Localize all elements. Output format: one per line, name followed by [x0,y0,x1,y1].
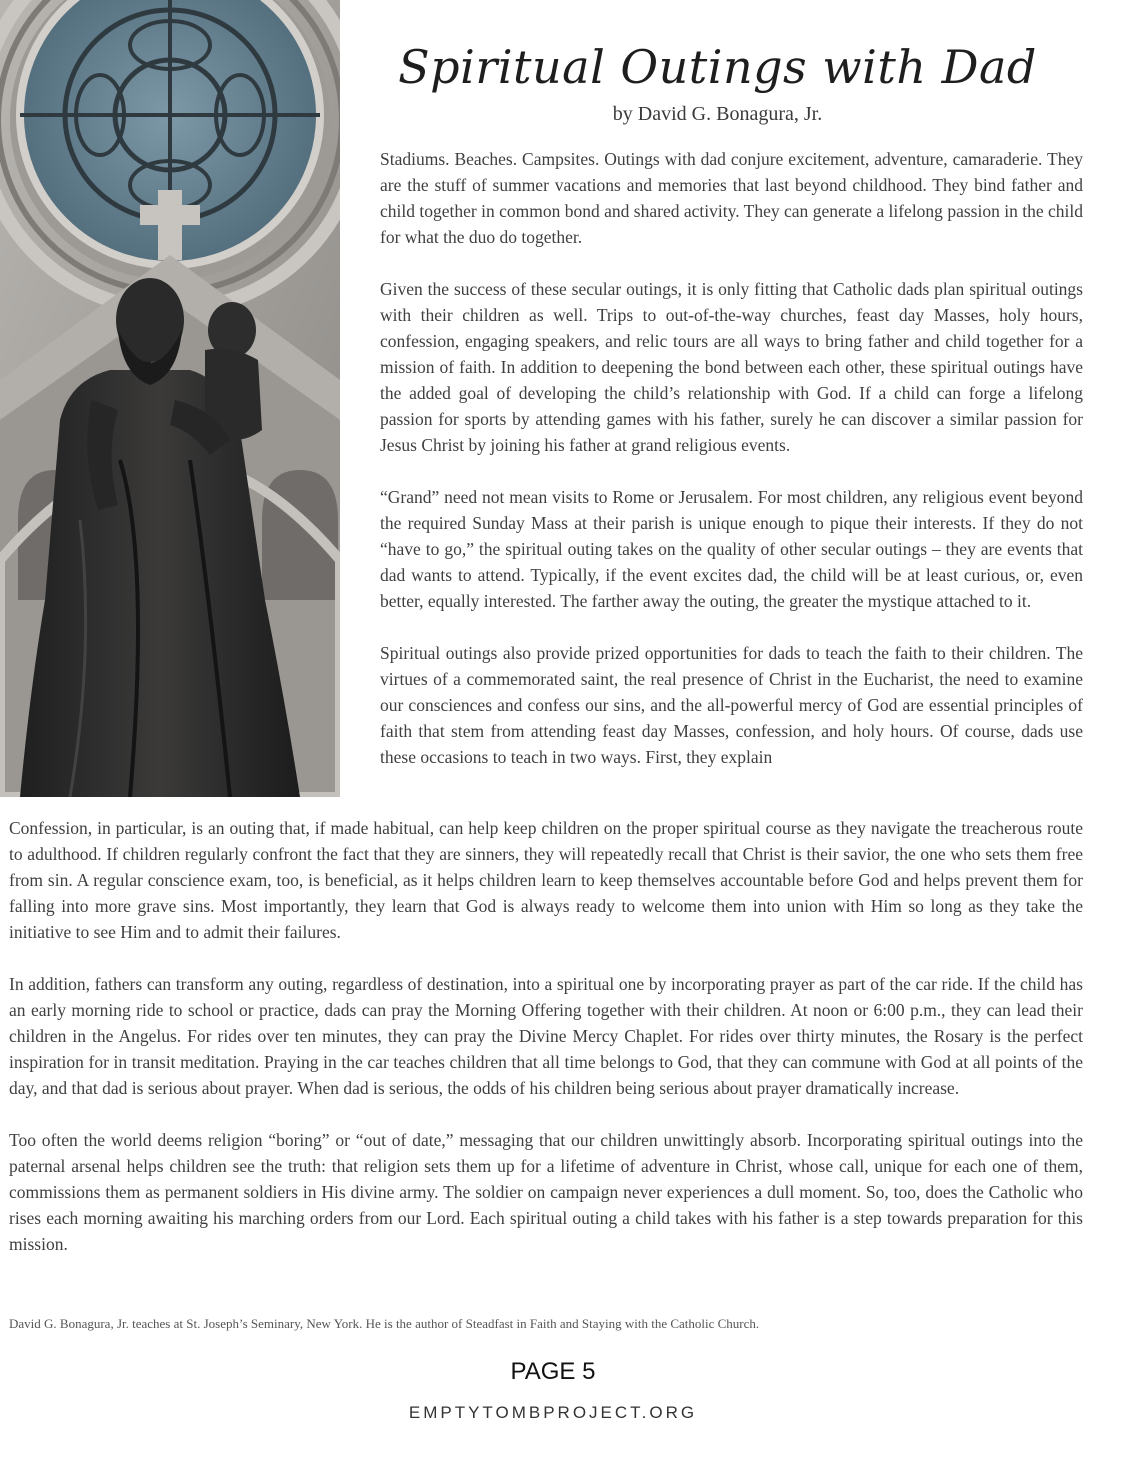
page-number: PAGE 5 [510,1358,596,1385]
statue-photo [0,0,340,797]
article-title: Spiritual Outings with Dad [398,40,1037,94]
article-paragraph: Given the success of these secular outings, it is only fitting that Catholic dads plan spiritual outings with their children as well. Trips to out-of-the-way churches, feast day Masses, holy hours, confession, engaging speakers, and relic tours are all ways to bring father and child together for a mission of faith. In addition to deepening the bond between each other, these spiritual outings have the added goal of developing the child’s relationship with God. If a child can forge a lifelong passion for sports by attending games with his father, surely he can discover a similar passion for Jesus Christ by joining his father at grand religious events. [380,279,1083,455]
article-byline: by David G. Bonagura, Jr. [612,103,823,125]
article-paragraph: In addition, fathers can transform any outing, regardless of destination, into a spiritual one by incorporating prayer as part of the car ride. If the child has an early morning ride to school or practice, dads can pray the Morning Offering together with their children. At noon or 6:00 p.m., they can lead their children in the Angelus. For rides over ten minutes, they can pray the Divine Mercy Chaplet. For rides over thirty minutes, the Rosary is the perfect inspiration for in transit meditation. Praying in the car teaches children that all time belongs to God, that they can commune with God at all points of the day, and that dad is serious about prayer. When dad is serious, the odds of his children being serious about prayer dramatically increase. [9,974,1083,1098]
article-paragraph: Confession, in particular, is an outing that, if made habitual, can help keep children on the proper spiritual course as they navigate the treacherous route to adulthood. If children regularly confront the fact that they are sinners, they will repeatedly recall that Christ is their savior, the one who sets them free from sin. A regular conscience exam, too, is beneficial, as it helps children learn to keep themselves accountable before God and helps prevent them for falling into more grave sins. Most importantly, they learn that God is always ready to welcome them into union with Him so long as they take the initiative to see Him and to admit their failures. [9,818,1083,942]
article-paragraph: Spiritual outings also provide prized opportunities for dads to teach the faith to their children. The virtues of a commemorated saint, the real presence of Christ in the Eucharist, the need to examine our consciences and confess our sins, and the all-powerful mercy of God are essential principles of faith that stem from attending feast day Masses, confession, and holy hours. Of course, dads use these occasions to teach in two ways. First, they explain [380,643,1083,767]
website-link[interactable]: EMPTYTOMBPROJECT.ORG [408,1403,698,1422]
article-column-full [9,815,1083,1283]
article-paragraph: “Grand” need not mean visits to Rome or Jerusalem. For most children, any religious event beyond the required Sunday Mass at their parish is unique enough to pique their interests. If they do not “have to go,” the spiritual outing takes on the quality of other secular outings – they are events that dad wants to attend. Typically, if the event excites dad, the child will be at least curious, or, even better, equally interested. The farther away the outing, the greater the mystique attached to it. [380,487,1083,611]
statue-illustration [0,0,340,797]
article-paragraph: Too often the world deems religion “boring” or “out of date,” messaging that our children unwittingly absorb. Incorporating spiritual outings into the paternal arsenal helps children see the truth: that religion sets them up for a lifetime of adventure in Christ, whose call, unique for each one of them, commissions them as permanent soldiers in His divine army. The soldier on campaign never experiences a dull moment. So, too, does the Catholic who rises each morning awaiting his marching orders from our Lord. Each spiritual outing a child takes with his father is a step towards preparation for this mission. [9,1130,1083,1254]
article-paragraph: Stadiums. Beaches. Campsites. Outings with dad conjure excitement, adventure, camaraderie. They are the stuff of summer vacations and memories that last beyond childhood. They bind father and child together in common bond and shared activity. They can generate a lifelong passion in the child for what the duo do together. [380,149,1083,247]
article-column-right [380,146,1083,770]
author-bio: David G. Bonagura, Jr. teaches at St. Joseph’s Seminary, New York. He is the author of Steadfast in Faith and Staying with the Catholic Church. [9,1316,760,1331]
